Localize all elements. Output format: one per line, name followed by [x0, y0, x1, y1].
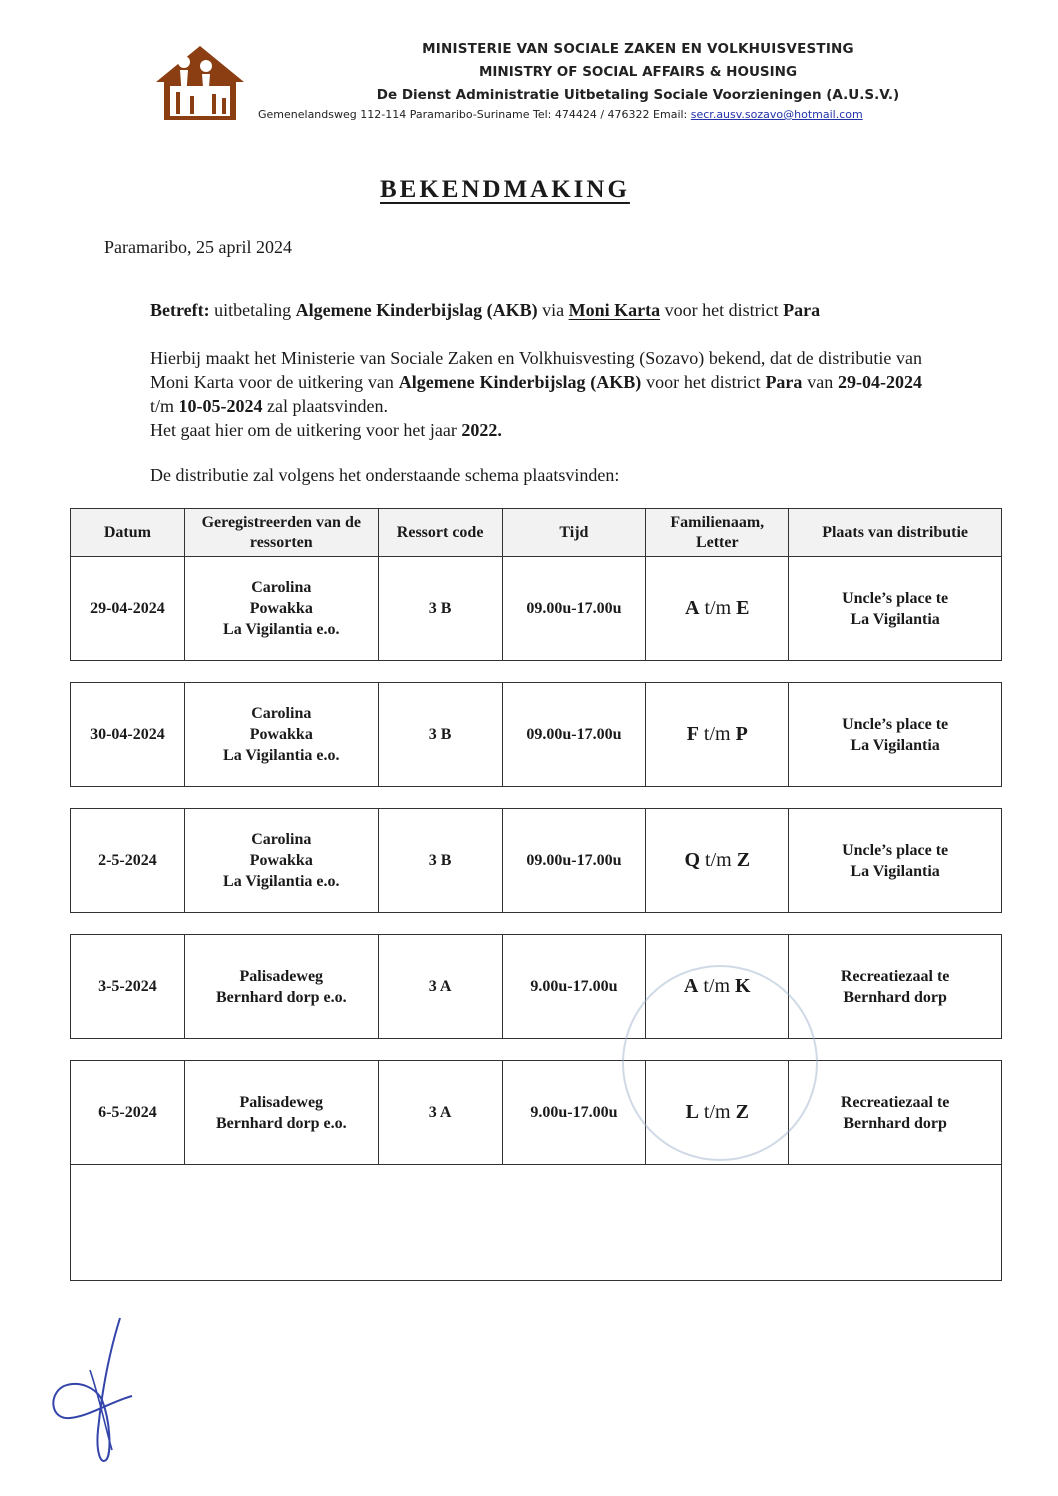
document-date: Paramaribo, 25 april 2024 — [104, 237, 292, 257]
subject-card: Moni Karta — [568, 300, 661, 320]
cell-letter: A t/m K — [646, 935, 789, 1039]
table-spacer-row — [71, 1039, 1002, 1061]
cell-plaats: Recreatiezaal te Bernhard dorp — [789, 1061, 1002, 1165]
cell-plaats: Uncle’s place te La Vigilantia — [789, 809, 1002, 913]
table-row — [71, 809, 1002, 913]
table-row — [71, 1061, 1002, 1165]
cell-datum: 6-5-2024 — [71, 1061, 185, 1165]
cell-datum: 2-5-2024 — [71, 809, 185, 913]
cell-tijd: 09.00u-17.00u — [502, 557, 646, 661]
subject-benefit: Algemene Kinderbijslag (AKB) — [295, 300, 538, 320]
distribution-schedule-table — [70, 508, 1002, 1281]
cell-tijd: 9.00u-17.00u — [502, 935, 646, 1039]
subject-text: uitbetaling — [209, 300, 296, 320]
header-plaats: Plaats van distributie — [789, 509, 1002, 557]
cell-code: 3 A — [378, 935, 502, 1039]
body-paragraph-2: Het gaat hier om de uitkering voor het jaar 2022. — [150, 420, 502, 440]
department-name: De Dienst Administratie Uitbetaling Sociale Voorzieningen (A.U.S.V.) — [376, 87, 900, 103]
cell-ressorten: Palisadeweg Bernhard dorp e.o. — [184, 1061, 378, 1165]
header-ressort-code: Ressort code — [378, 509, 502, 557]
cell-code: 3 B — [378, 683, 502, 787]
cell-ressorten: Carolina Powakka La Vigilantia e.o. — [184, 683, 378, 787]
cell-ressorten: Carolina Powakka La Vigilantia e.o. — [184, 557, 378, 661]
table-row — [71, 935, 1002, 1039]
organization-header — [258, 38, 1018, 124]
cell-plaats: Uncle’s place te La Vigilantia — [789, 683, 1002, 787]
cell-code: 3 B — [378, 809, 502, 913]
table-spacer-row — [71, 787, 1002, 809]
schedule-intro: De distributie zal volgens het onderstaande schema plaatsvinden: — [150, 465, 620, 485]
cell-ressorten: Carolina Powakka La Vigilantia e.o. — [184, 809, 378, 913]
subject-text: voor het district — [660, 300, 784, 320]
cell-datum: 29-04-2024 — [71, 557, 185, 661]
cell-code: 3 A — [378, 1061, 502, 1165]
cell-ressorten: Palisadeweg Bernhard dorp e.o. — [184, 935, 378, 1039]
subject-label: Betreft: — [150, 300, 210, 320]
cell-tijd: 09.00u-17.00u — [502, 683, 646, 787]
table-header-row — [71, 509, 1002, 557]
subject-line — [150, 300, 820, 321]
ministry-name-nl: MINISTERIE VAN SOCIALE ZAKEN EN VOLKHUISVESTING — [422, 41, 854, 57]
subject-district: Para — [783, 300, 821, 320]
cell-letter: F t/m P — [646, 683, 789, 787]
ministry-logo-icon — [150, 42, 250, 124]
header-datum: Datum — [71, 509, 185, 557]
table-empty-row — [71, 1165, 1002, 1281]
cell-datum: 30-04-2024 — [71, 683, 185, 787]
cell-plaats: Recreatiezaal te Bernhard dorp — [789, 935, 1002, 1039]
cell-plaats: Uncle’s place te La Vigilantia — [789, 557, 1002, 661]
contact-line — [258, 106, 1018, 124]
table-spacer-row — [71, 913, 1002, 935]
page-title: BEKENDMAKING — [380, 176, 630, 203]
header-tijd: Tijd — [502, 509, 646, 557]
announcement-body — [150, 346, 922, 442]
body-paragraph-1: Hierbij maakt het Ministerie van Sociale Zaken en Volkhuisvesting (Sozavo) bekend, dat de distributie van Moni Karta voor de uitkering van Algemene Kinderbijslag (AKB) voor het district Para van 29-04-2024 t/m 10-05-2024 zal plaatsvinden. — [150, 348, 922, 416]
table-row — [71, 557, 1002, 661]
table-spacer-row — [71, 661, 1002, 683]
cell-datum: 3-5-2024 — [71, 935, 185, 1039]
address: Gemenelandsweg 112-114 Paramaribo-Suriname Tel: 474424 / 476322 Email: — [258, 108, 691, 121]
table-row — [71, 683, 1002, 787]
header-ressorten: Geregistreerden van de ressorten — [184, 509, 378, 557]
signature-icon — [40, 1310, 150, 1470]
cell-tijd: 9.00u-17.00u — [502, 1061, 646, 1165]
cell-letter: L t/m Z — [646, 1061, 789, 1165]
cell-letter: A t/m E — [646, 557, 789, 661]
header-familienaam: Familienaam, Letter — [646, 509, 789, 557]
cell-tijd: 09.00u-17.00u — [502, 809, 646, 913]
cell-code: 3 B — [378, 557, 502, 661]
ministry-name-en: MINISTRY OF SOCIAL AFFAIRS & HOUSING — [478, 64, 798, 80]
cell-letter: Q t/m Z — [646, 809, 789, 913]
subject-text: via — [537, 300, 569, 320]
email-link[interactable]: secr.ausv.sozavo@hotmail.com — [690, 108, 863, 121]
